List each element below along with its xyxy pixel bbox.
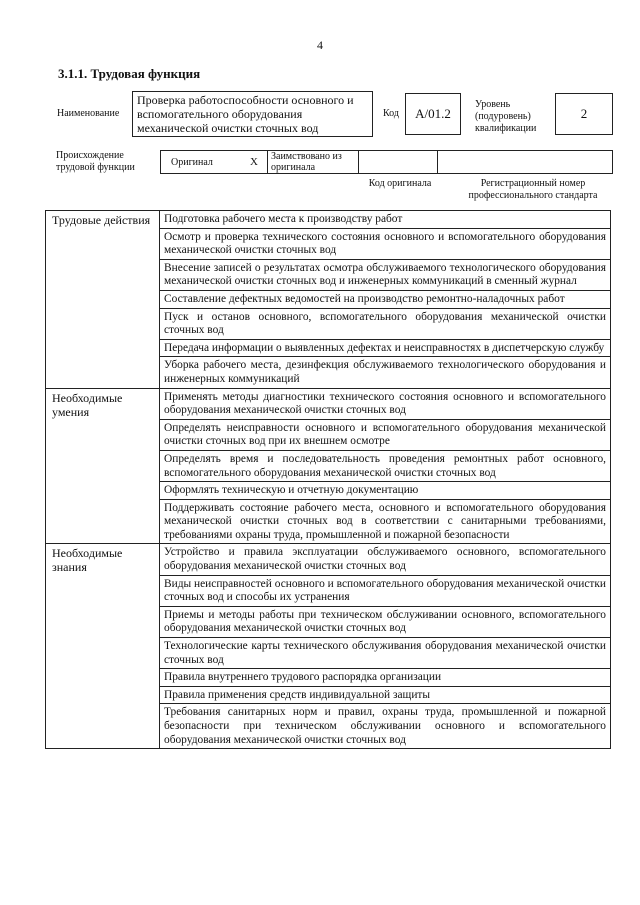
- item-cell: Передача информации о выявленных дефектах и неисправностях в диспетчерскую службу: [160, 339, 611, 357]
- item-cell: Правила внутреннего трудового распорядка организации: [160, 669, 611, 687]
- code-label: Код: [383, 108, 399, 119]
- item-cell: Применять методы диагностики технического состояния основного и вспомогательного оборудования механической очистки сточных вод: [160, 388, 611, 419]
- category-cell: Необходимые знания: [46, 544, 160, 749]
- section-title: 3.1.1. Трудовая функция: [58, 66, 201, 81]
- page-number: 4: [317, 38, 323, 52]
- item-cell: Определять неисправности основного и вспомогательного оборудования механической очистки сточных вод при их внешнем осмотре: [160, 419, 611, 450]
- origin-label: Происхождение трудовой функции: [56, 150, 135, 173]
- origin-original-cell: [161, 151, 268, 173]
- item-cell: Устройство и правила эксплуатации обслуживаемого основного, вспомогательного оборудования механической очистки сточных вод: [160, 544, 611, 575]
- item-cell: Виды неисправностей основного и вспомогательного оборудования механической очистки сточных вод и способы их устранения: [160, 575, 611, 606]
- origin-code-cell: [359, 151, 438, 173]
- origin-borrowed-label: Заимствовано из оригинала: [271, 151, 342, 173]
- table-row: [46, 388, 611, 419]
- origin-table: [160, 150, 613, 174]
- origin-original-label: Оригинал: [171, 157, 213, 168]
- item-cell: Внесение записей о результатах осмотра обслуживаемого технологического оборудования механической очистки сточных вод и инженерных коммуникаций в сменный журнал: [160, 259, 611, 290]
- name-label: Наименование: [57, 108, 120, 119]
- item-cell: Технологические карты технического обслуживания оборудования механической очистки сточных вод: [160, 638, 611, 669]
- level-label: Уровень (подуровень) квалификации: [475, 99, 537, 134]
- item-cell: Осмотр и проверка технического состояния основного и вспомогательного оборудования механической очистки сточных вод: [160, 228, 611, 259]
- table-row: [46, 544, 611, 575]
- origin-reg-cell: [438, 151, 612, 173]
- item-cell: Оформлять техническую и отчетную документацию: [160, 482, 611, 500]
- item-cell: Подготовка рабочего места к производству работ: [160, 211, 611, 229]
- name-value-box: Проверка работоспособности основного и вспомогательного оборудования механической очистки сточных вод: [132, 91, 373, 137]
- origin-original-mark: X: [250, 156, 258, 168]
- item-cell: Приемы и методы работы при техническом обслуживании основного, вспомогательного оборудования механической очистки сточных вод: [160, 606, 611, 637]
- category-cell: Трудовые действия: [46, 211, 160, 389]
- item-cell: Составление дефектных ведомостей на производство ремонтно-наладочных работ: [160, 290, 611, 308]
- item-cell: Пуск и останов основного, вспомогательного оборудования механической очистки сточных вод: [160, 308, 611, 339]
- origin-borrowed-cell: [268, 151, 359, 173]
- origin-reg-caption: Регистрационный номер профессионального стандарта: [468, 178, 598, 201]
- item-cell: Правила применения средств индивидуальной защиты: [160, 686, 611, 704]
- item-cell: Требования санитарных норм и правил, охраны труда, промышленной и пожарной безопасности при техническом обслуживании основного и вспомогательного оборудования механической очистки сточных вод: [160, 704, 611, 749]
- level-value-box: 2: [555, 93, 613, 135]
- table-row: [46, 211, 611, 229]
- item-cell: Определять время и последовательность проведения ремонтных работ основного, вспомогательного оборудования механической очистки сточных вод: [160, 450, 611, 481]
- function-table: [45, 210, 611, 749]
- origin-code-caption: Код оригинала: [368, 178, 432, 189]
- code-value-box: А/01.2: [405, 93, 461, 135]
- category-cell: Необходимые умения: [46, 388, 160, 544]
- item-cell: Поддерживать состояние рабочего места, основного и вспомогательного оборудования механической очистки сточных вод в соответствии с санитарными требованиями, требованиями охраны труда, промышленной и пожарной безопасности: [160, 499, 611, 544]
- item-cell: Уборка рабочего места, дезинфекция обслуживаемого технологического оборудования и инженерных коммуникаций: [160, 357, 611, 388]
